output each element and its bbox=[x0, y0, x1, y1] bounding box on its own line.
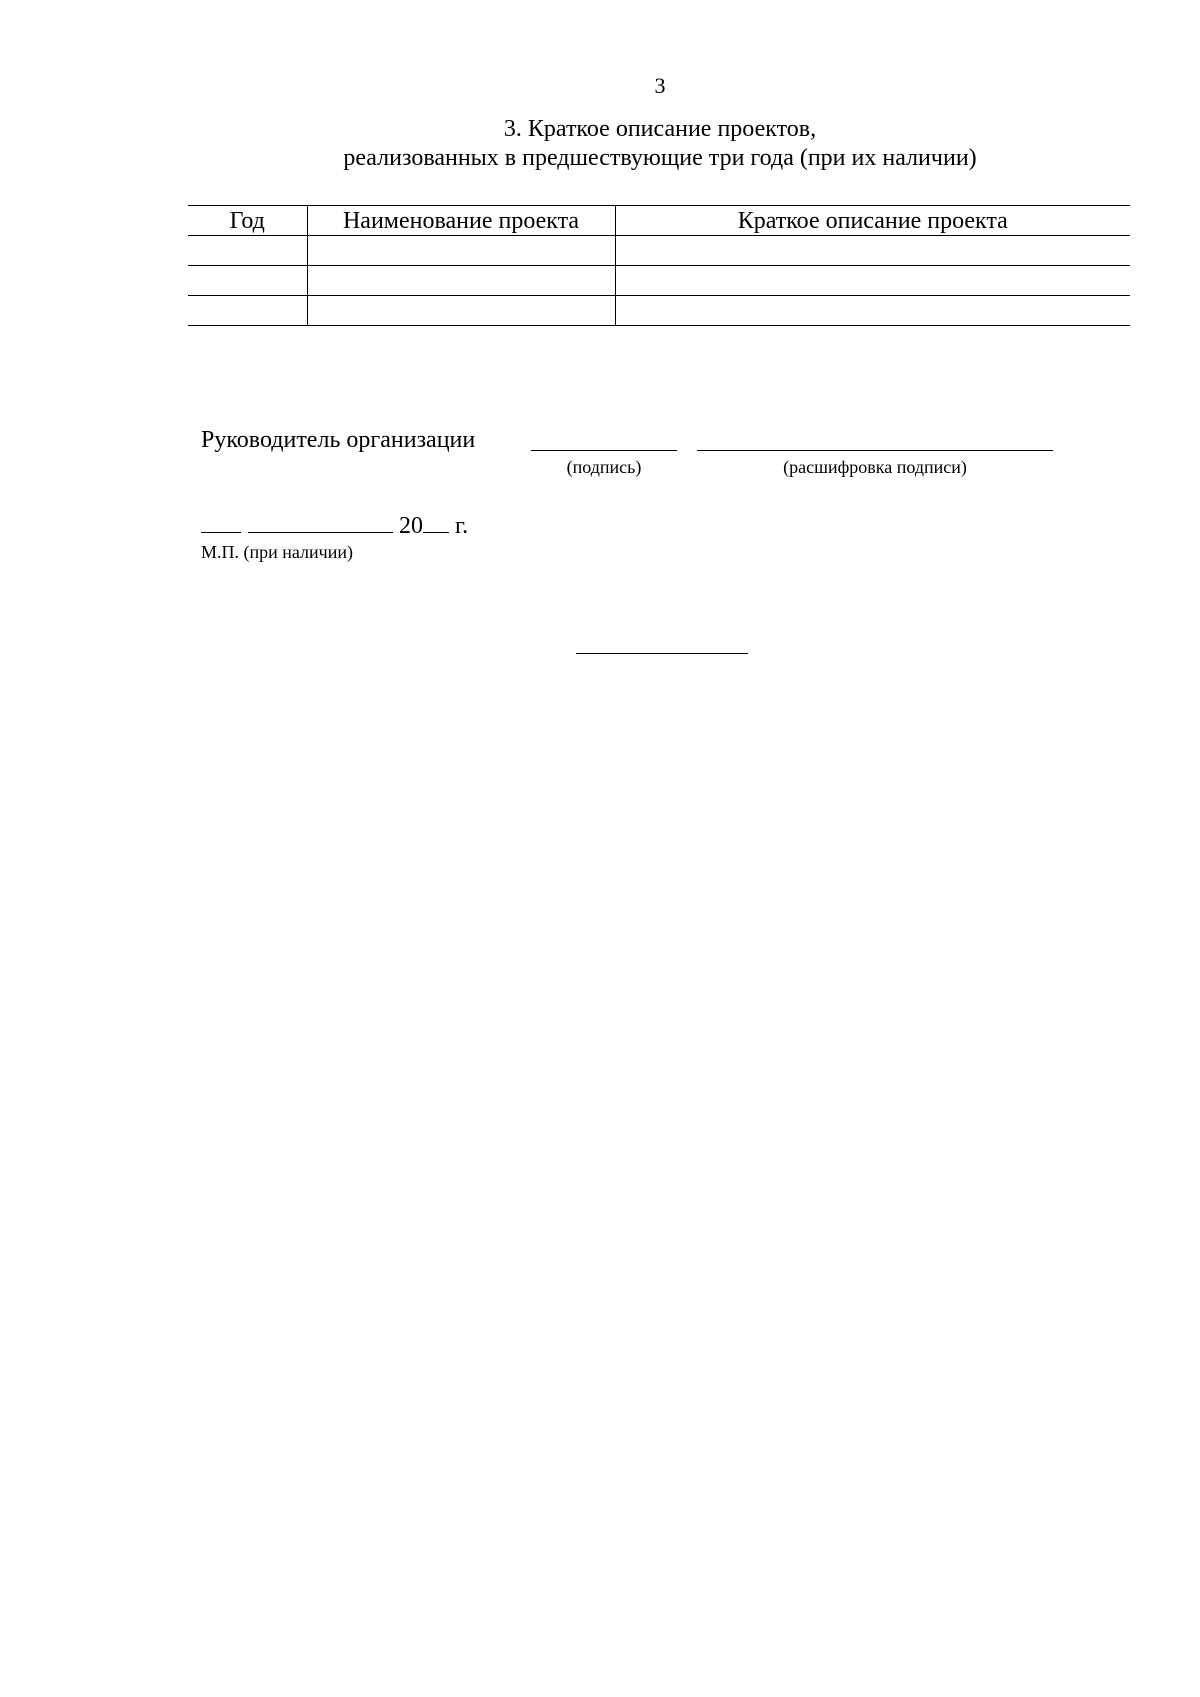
date-year-suffix: г. bbox=[455, 513, 469, 539]
column-header-project-name: Наименование проекта bbox=[307, 206, 615, 236]
date-line bbox=[201, 512, 468, 540]
section-title-line-2: реализованных в предшествующие три года (при их наличии) bbox=[343, 145, 977, 171]
table-cell-project-name[interactable] bbox=[307, 266, 615, 296]
stamp-note: М.П. (при наличии) bbox=[201, 542, 353, 562]
head-of-organization-label: Руководитель организации bbox=[201, 427, 476, 453]
date-month-field[interactable] bbox=[248, 512, 393, 533]
table-cell-project-name[interactable] bbox=[307, 296, 615, 326]
signature-caption: (подпись) bbox=[566, 457, 642, 477]
section-title bbox=[0, 115, 1200, 173]
table-cell-project-description[interactable] bbox=[615, 236, 1130, 266]
table-row bbox=[188, 236, 1130, 266]
table-header-row bbox=[188, 206, 1130, 236]
column-header-year: Год bbox=[188, 206, 307, 236]
column-header-project-description: Краткое описание проекта bbox=[615, 206, 1130, 236]
table-cell-year[interactable] bbox=[188, 296, 307, 326]
table-row bbox=[188, 296, 1130, 326]
date-year-field[interactable] bbox=[423, 512, 449, 533]
signature-field[interactable] bbox=[531, 450, 677, 451]
signature-decoding-caption: (расшифровка подписи) bbox=[783, 457, 967, 477]
table-cell-year[interactable] bbox=[188, 266, 307, 296]
table-cell-project-description[interactable] bbox=[615, 296, 1130, 326]
table-cell-project-name[interactable] bbox=[307, 236, 615, 266]
table-cell-project-description[interactable] bbox=[615, 266, 1130, 296]
page-number: 3 bbox=[654, 73, 666, 98]
date-year-prefix: 20 bbox=[399, 513, 423, 539]
date-day-field[interactable] bbox=[201, 512, 241, 533]
section-title-line-1: 3. Краткое описание проектов, bbox=[503, 116, 817, 142]
signature-decoding-field[interactable] bbox=[697, 450, 1053, 451]
table-row bbox=[188, 266, 1130, 296]
table-cell-year[interactable] bbox=[188, 236, 307, 266]
end-divider bbox=[576, 653, 748, 654]
projects-table bbox=[188, 205, 1130, 326]
